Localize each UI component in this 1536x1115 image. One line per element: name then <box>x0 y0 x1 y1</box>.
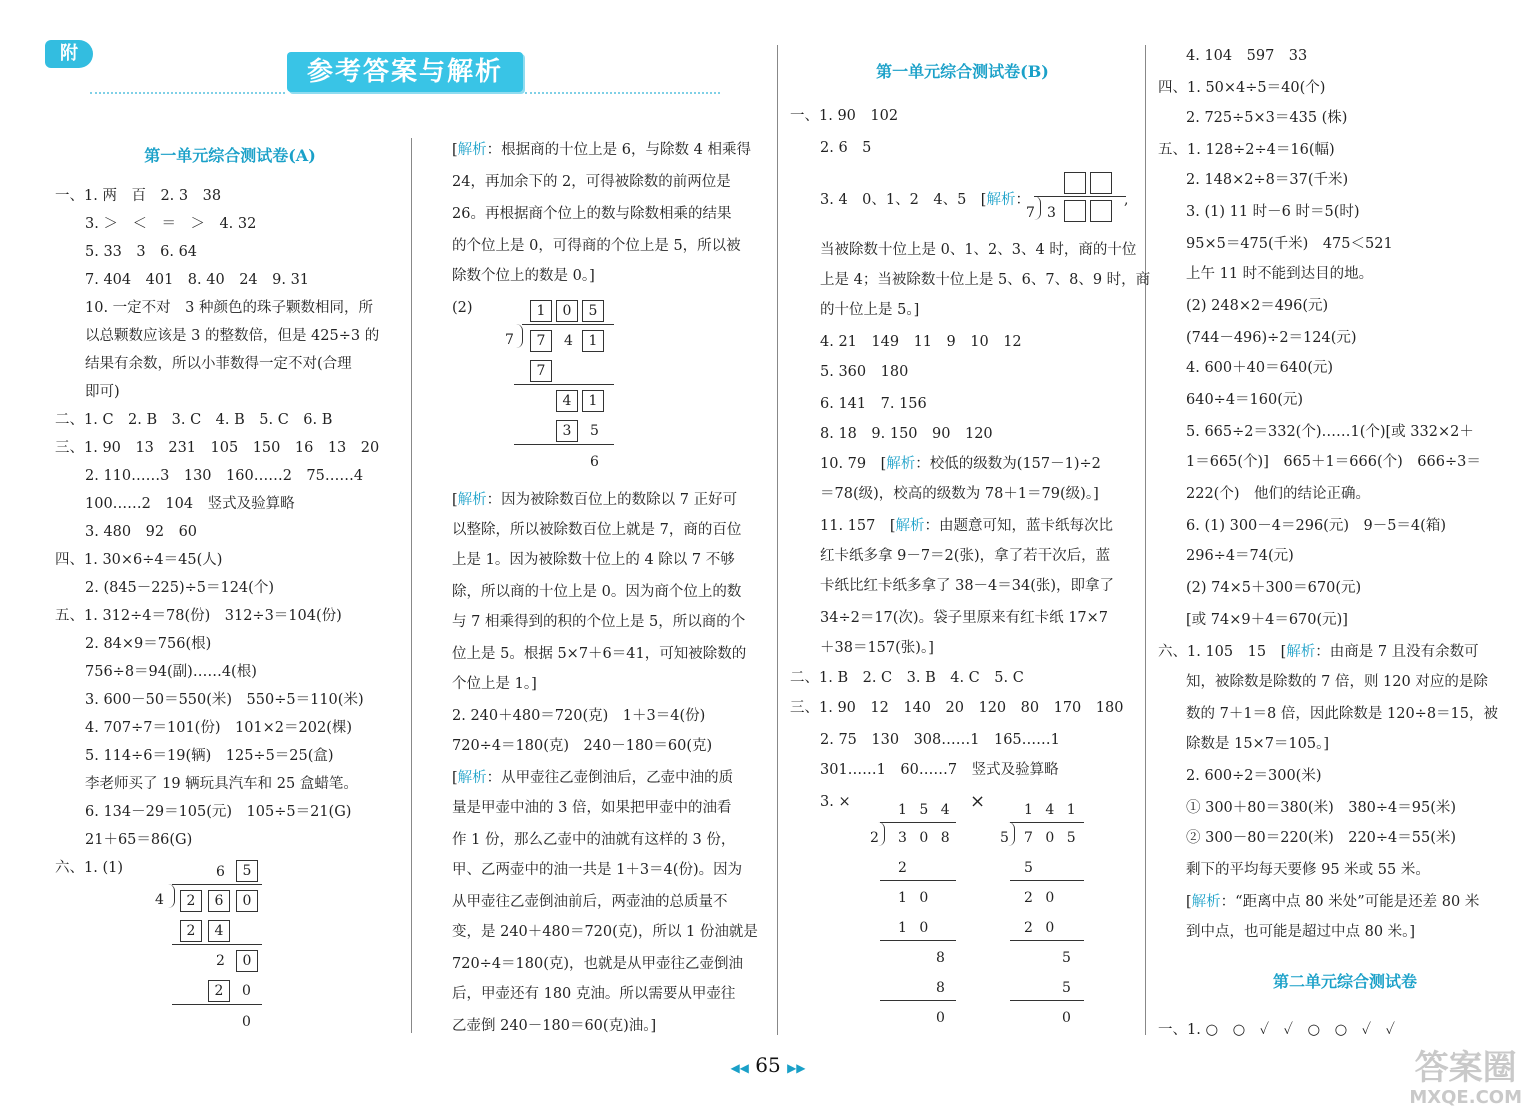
analysis-line: 与 7 相乘得到的积的个位上是 5，所以商的个 <box>452 614 746 630</box>
quotient: 1 5 4 <box>898 802 954 818</box>
digit-box: 0 <box>236 890 258 912</box>
division-rule <box>1010 880 1084 881</box>
step-value: 5 <box>1062 950 1071 966</box>
answer-line: ② 300－80＝220(米) 220÷4＝55(米) <box>1186 830 1457 846</box>
digit-box: 1 <box>582 390 604 412</box>
answer-line: 4. 104 597 33 <box>1186 48 1308 64</box>
section-heading: 第一单元综合测试卷(B) <box>876 62 1049 81</box>
dividend: 7 0 5 <box>1024 830 1080 846</box>
answer-line: 4. 600＋40＝640(元) <box>1186 360 1334 376</box>
digit-box: 0 <box>236 950 258 972</box>
analysis-line: 数的 7＋1＝8 倍，因此除数是 120÷8＝15，被 <box>1186 706 1499 722</box>
answer-line: 以总颗数应该是 3 的整数倍，但是 425÷3 的 <box>85 328 380 344</box>
analysis-line: 上是 1。因为被除数十位上的 4 除以 7 不够 <box>452 552 735 568</box>
section-heading: 第二单元综合测试卷 <box>1272 972 1417 991</box>
division-rule <box>172 1004 262 1005</box>
analysis-line <box>1186 892 1479 912</box>
appendix-tag: 附 <box>45 40 93 68</box>
answer-line: 1＝665(个)] 665＋1＝666(个) 666÷3＝ <box>1186 454 1481 470</box>
answer-line: 三、1. 90 12 140 20 120 80 170 180 <box>790 700 1124 716</box>
answer-line: 三、1. 90 13 231 105 150 16 13 20 <box>55 440 380 456</box>
analysis-label: 解析 <box>986 192 1016 208</box>
analysis-line: [解析：从甲壶往乙壶倒油后，乙壶中油的质 <box>452 770 734 786</box>
analysis-line: 34÷2＝17(次)。袋子里原来有红卡纸 17×7 <box>820 610 1109 626</box>
answer-line <box>820 190 1030 210</box>
analysis-label: 解析 <box>457 770 487 786</box>
answer-line: 301……1 60……7 竖式及验算略 <box>820 762 1059 778</box>
digit-box: 7 <box>530 330 552 352</box>
division-rule <box>880 880 956 881</box>
answer-line: 7. 404 401 8. 40 24 9. 31 <box>85 272 310 288</box>
digit: 3 <box>1047 205 1056 221</box>
section-heading: 第一单元综合测试卷(A) <box>144 146 316 165</box>
analysis-line: ＋38＝157(张)。] <box>820 640 934 656</box>
answer-line: 2. 84×9＝756(根) <box>85 636 212 652</box>
answer-text: ：由题意可知，蓝卡纸每次比 <box>924 518 1114 534</box>
watermark-logo <box>1409 1048 1522 1108</box>
answer-line: 2. 6 5 <box>820 140 872 156</box>
analysis-line: 量是甲壶中油的 3 倍，如果把甲壶中的油看 <box>452 800 732 816</box>
answer-line: ① 300＋80＝380(米) 380÷4＝95(米) <box>1186 800 1457 816</box>
analysis-label: 解析 <box>895 518 925 534</box>
answer-line: 上午 11 时不能到达目的地。 <box>1186 266 1374 282</box>
analysis-text: ：根据商的十位上是 6，与除数 4 相乘得 <box>486 142 751 158</box>
answer-line: 6. 134－29＝105(元) 105÷5＝21(G) <box>85 804 352 820</box>
header-dotted-rule-left <box>90 92 285 94</box>
digit: 4 <box>564 333 573 349</box>
division-bar <box>1010 822 1084 823</box>
answer-line <box>820 516 1113 536</box>
final-remainder: 0 <box>936 1010 945 1026</box>
analysis-line: 720÷4＝180(克)，也就是从甲壶往乙壶倒油 <box>452 956 744 972</box>
step-value: 8 <box>936 980 945 996</box>
quotient: 1 4 1 <box>1024 802 1080 818</box>
answer-text: 10. 79 [ <box>820 456 887 472</box>
analysis-line: 知，被除数是除数的 7 倍，则 120 对应的是除 <box>1186 674 1488 690</box>
next-arrows-icon: ▶▶ <box>787 1061 806 1075</box>
divisor-digit: 4 <box>155 892 164 908</box>
answer-line: 一、1. ○ ○ ✓ ✓ ○ ○ ✓ ✓ <box>1158 1022 1395 1038</box>
answer-line: 一、1. 90 102 <box>790 108 899 124</box>
analysis-line: 从甲壶往乙壶倒油前后，两壶油的总质量不 <box>452 894 728 910</box>
header-dotted-rule-right <box>525 92 720 94</box>
analysis-line: 到中点，也可能是超过中点 80 米。] <box>1186 924 1416 940</box>
answer-line <box>1158 642 1479 662</box>
answer-line: 五、1. 312÷4＝78(份) 312÷3＝104(份) <box>55 608 342 624</box>
step-value: 1 0 <box>898 890 933 906</box>
step-value: 8 <box>936 950 945 966</box>
blank-digit-box <box>1090 172 1112 194</box>
analysis-line: 当被除数十位上是 0、1、2、3、4 时，商的十位 <box>820 242 1137 258</box>
analysis-line: 红卡纸多拿 9－7＝2(张)，拿了若干次后，蓝 <box>820 548 1111 564</box>
step-value: 2 0 <box>1024 890 1059 906</box>
analysis-text: ：“距离中点 80 米处”可能是还差 80 米 <box>1220 894 1480 910</box>
division-bar <box>880 822 956 823</box>
column-divider <box>777 45 778 1035</box>
answer-line: 4. 21 149 11 9 10 12 <box>820 334 1022 350</box>
analysis-line: 甲、乙两壶中的油一共是 1＋3＝4(份)。因为 <box>452 862 743 878</box>
answer-line: 4. 707÷7＝101(份) 101×2＝202(棵) <box>85 720 353 736</box>
final-remainder: 6 <box>590 454 599 470</box>
answer-line: 二、1. C 2. B 3. C 4. B 5. C 6. B <box>55 412 333 428</box>
answer-line: 5. 665÷2＝332(个)……1(个)[或 332×2＋ <box>1186 424 1474 440</box>
analysis-line: 个位上是 1。] <box>452 676 537 692</box>
digit-box: 4 <box>556 390 578 412</box>
answer-line: 二、1. B 2. C 3. B 4. C 5. C <box>790 670 1024 686</box>
digit-box: 5 <box>236 860 258 882</box>
analysis-line: [解析：根据商的十位上是 6，与除数 4 相乘得 <box>452 142 751 158</box>
step-value: 2 <box>898 860 907 876</box>
analysis-line: ＝78(级)，校高的级数为 78＋1＝79(级)。] <box>820 486 1099 502</box>
digit: 5 <box>590 423 599 439</box>
analysis-line: 作 1 份，那么乙壶中的油就有这样的 3 份， <box>452 832 736 848</box>
step-value: 5 <box>1062 980 1071 996</box>
digit-box: 7 <box>530 360 552 382</box>
digit-box: 1 <box>530 300 552 322</box>
blank-digit-box <box>1064 200 1086 222</box>
answer-line: 10. 一定不对 3 种颜色的珠子颗数相同，所 <box>85 300 374 316</box>
analysis-line: 乙壶倒 240－180＝60(克)油。] <box>452 1018 657 1034</box>
divisor-digit: 2 <box>870 830 879 846</box>
division-bar <box>522 324 614 325</box>
digit-box: 6 <box>208 890 230 912</box>
step-value: 5 <box>1024 860 1033 876</box>
blank-digit-box <box>1090 200 1112 222</box>
digit: 0 <box>242 983 251 999</box>
comma-mark: , <box>1124 192 1129 208</box>
answer-line: 2. 148×2÷8＝37(千米) <box>1186 172 1349 188</box>
wrong-mark: × <box>970 791 986 812</box>
answer-line: 3. ＞ ＜ ＝ ＞ 4. 32 <box>85 216 257 232</box>
answer-line: 5. 360 180 <box>820 364 909 380</box>
answer-line: 756÷8＝94(副)……4(根) <box>85 664 257 680</box>
answer-line: 95×5＝475(千米) 475＜521 <box>1186 236 1393 252</box>
analysis-line: 上是 4；当被除数十位上是 5、6、7、8、9 时，商 <box>820 272 1151 288</box>
digit-box: 5 <box>582 300 604 322</box>
answer-line: 五、1. 128÷2÷4＝16(幅) <box>1158 142 1335 158</box>
prev-arrows-icon: ◀◀ <box>730 1061 749 1075</box>
answer-line: 8. 18 9. 150 90 120 <box>820 426 993 442</box>
column-divider <box>1145 45 1146 1035</box>
answer-line: 2. 75 130 308……1 165……1 <box>820 732 1060 748</box>
analysis-label: 解析 <box>1191 894 1221 910</box>
analysis-line: 26。再根据商个位上的数与除数相乘的结果 <box>452 206 732 222</box>
analysis-line: 除数个位上的数是 0。] <box>452 268 595 284</box>
answer-line: 李老师买了 19 辆玩具汽车和 25 盒蜡笔。 <box>85 776 358 792</box>
answer-text: 3. 4 0、1、2 4、5 [ <box>820 192 987 208</box>
answer-line: 2. 725÷5×3＝435 (株) <box>1186 110 1348 126</box>
analysis-line: 位上是 5。根据 5×7＋6＝41，可知被除数的 <box>452 646 747 662</box>
answer-line: 21＋65＝86(G) <box>85 832 193 848</box>
step-value: 2 0 <box>1024 920 1059 936</box>
analysis-line: 除数是 15×7＝105。] <box>1186 736 1330 752</box>
watermark-url: MXQE.COM <box>1409 1087 1522 1108</box>
division-rule <box>514 444 614 445</box>
answer-text: 11. 157 [ <box>820 518 896 534</box>
answer-line: 6. (1) 300－4＝296(元) 9－5＝4(箱) <box>1186 518 1446 534</box>
division-bracket <box>1008 822 1015 846</box>
answer-line: (2) 74×5＋300＝670(元) <box>1186 580 1362 596</box>
answer-line: 四、1. 50×4÷5＝40(个) <box>1158 80 1326 96</box>
analysis-line: 卡纸比红卡纸多拿了 38－4＝34(张)，即拿了 <box>820 578 1115 594</box>
final-remainder: 0 <box>1062 1010 1071 1026</box>
answer-line: (744－496)÷2＝124(元) <box>1186 330 1357 346</box>
bracket: [ <box>1186 894 1192 910</box>
answer-line: 640÷4＝160(元) <box>1186 392 1304 408</box>
answer-line: 一、1. 两 百 2. 3 38 <box>55 188 222 204</box>
answer-line: 2. 110……3 130 160……2 75……4 <box>85 468 364 484</box>
division-bracket <box>168 884 175 908</box>
analysis-label: 解析 <box>1286 644 1316 660</box>
answer-line: 六、1. (1) <box>55 860 123 876</box>
division-bracket <box>1034 196 1041 220</box>
division-rule <box>1010 1000 1084 1001</box>
divisor-digit: 7 <box>1026 205 1035 221</box>
division-bracket <box>878 822 885 846</box>
answer-line: 296÷4＝74(元) <box>1186 548 1294 564</box>
answer-line: 222(个) 他们的结论正确。 <box>1186 486 1370 502</box>
answer-line: 6. 141 7. 156 <box>820 396 927 412</box>
answer-text: ：校低的级数为(157－1)÷2 <box>915 456 1101 472</box>
division-bracket <box>516 324 523 348</box>
analysis-line: 后，甲壶还有 180 克油。所以需要从甲壶往 <box>452 986 736 1002</box>
analysis-line: 24，再加余下的 2，可得被除数的前两位是 <box>452 174 731 190</box>
answer-line: 结果有余数，所以小菲数得一定不对(合理 <box>85 356 352 372</box>
answer-line: 2. 240＋480＝720(克) 1＋3＝4(份) <box>452 708 706 724</box>
division-bar <box>172 884 262 885</box>
watermark-title: 答案圈 <box>1414 1048 1517 1088</box>
division-rule <box>1010 940 1084 941</box>
answer-line: 720÷4＝180(克) 240－180＝60(克) <box>452 738 713 754</box>
answer-line: 100……2 104 竖式及验算略 <box>85 496 295 512</box>
division-rule <box>880 1000 956 1001</box>
answer-line: 3. 600－50＝550(米) 550÷5＝110(米) <box>85 692 364 708</box>
analysis-label: 解析 <box>457 142 487 158</box>
analysis-line: 以整除，所以被除数百位上就是 7，商的百位 <box>452 522 742 538</box>
divisor-digit: 5 <box>1000 830 1009 846</box>
answer-line: 2. 600÷2＝300(米) <box>1186 768 1322 784</box>
answer-line: 剩下的平均每天要修 95 米或 55 米。 <box>1186 862 1430 878</box>
answer-line: 即可) <box>85 384 120 400</box>
sub-question-label: (2) <box>452 300 473 316</box>
answer-line: 3. × <box>820 794 851 810</box>
divisor-digit: 7 <box>505 332 514 348</box>
analysis-line: 除，所以商的十位上是 0。因为商个位上的数 <box>452 584 742 600</box>
digit-box: 2 <box>180 890 202 912</box>
answer-line: (2) 248×2＝496(元) <box>1186 298 1329 314</box>
answer-line: 2. (845－225)÷5＝124(个) <box>85 580 274 596</box>
blank-digit-box <box>1064 172 1086 194</box>
answer-line: 四、1. 30×6÷4＝45(人) <box>55 552 223 568</box>
answer-line: [或 74×9＋4＝670(元)] <box>1186 612 1348 628</box>
answer-text: ：由商是 7 且没有余数可 <box>1315 644 1479 660</box>
analysis-label: 解析 <box>886 456 916 472</box>
division-rule <box>880 940 956 941</box>
analysis-label: 解析 <box>457 492 487 508</box>
answer-line: 3. 480 92 60 <box>85 524 198 540</box>
digit-box: 2 <box>208 980 230 1002</box>
column-divider <box>411 138 412 1033</box>
remainder-digit: 2 <box>216 953 225 969</box>
division-rule <box>172 944 262 945</box>
digit-box: 0 <box>556 300 578 322</box>
quotient-digit: 6 <box>216 864 225 880</box>
page-title: 参考答案与解析 <box>287 52 523 92</box>
final-remainder: 0 <box>242 1014 251 1030</box>
digit-box: 1 <box>582 330 604 352</box>
answer-line: 5. 114÷6＝19(辆) 125÷5＝25(盒) <box>85 748 334 764</box>
answer-text: ： <box>1015 192 1030 208</box>
digit-box: 3 <box>556 420 578 442</box>
step-value: 1 0 <box>898 920 933 936</box>
page-number: 65 <box>755 1053 781 1077</box>
digit-box: 4 <box>208 920 230 942</box>
analysis-text: ：因为被除数百位上的数除以 7 正好可 <box>486 492 738 508</box>
division-rule <box>514 384 614 385</box>
analysis-line: 的个位上是 0，可得商的个位上是 5，所以被 <box>452 238 741 254</box>
analysis-text: ：从甲壶往乙壶倒油后，乙壶中油的质 <box>486 770 734 786</box>
analysis-line: 的十位上是 5。] <box>820 302 920 318</box>
analysis-line: [解析：因为被除数百位上的数除以 7 正好可 <box>452 492 738 508</box>
answer-text: 六、1. 105 15 [ <box>1158 644 1287 660</box>
answer-line <box>820 454 1101 474</box>
page-number-bar <box>0 1053 1536 1077</box>
analysis-line: 变，是 240＋480＝720(克)，所以 1 份油就是 <box>452 924 758 940</box>
digit-box: 2 <box>180 920 202 942</box>
dividend: 3 0 8 <box>898 830 954 846</box>
answer-line: 5. 33 3 6. 64 <box>85 244 198 260</box>
division-bar <box>1034 196 1126 197</box>
answer-line: 3. (1) 11 时－6 时＝5(时) <box>1186 204 1360 220</box>
